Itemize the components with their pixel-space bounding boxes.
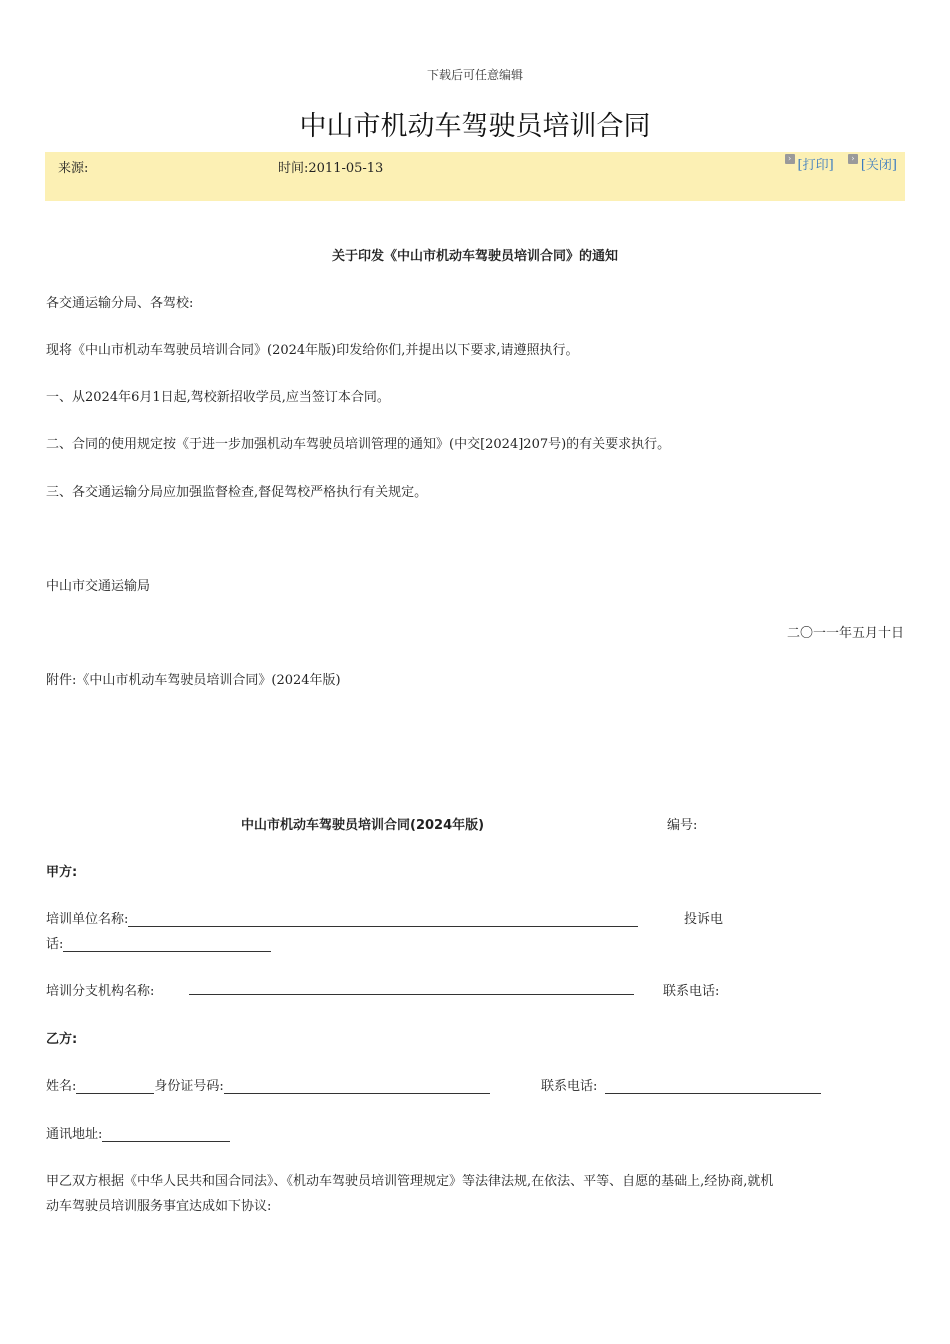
branch-contact-phone-label: 联系电话: — [663, 984, 720, 999]
party-a-heading: 甲方: — [46, 865, 78, 880]
arrow-right-icon: › — [848, 154, 858, 164]
notice-issuer: 中山市交通运输局 — [46, 579, 151, 594]
notice-item-1: 一、从2024年6月1日起,驾校新招收学员,应当签订本合同。 — [46, 390, 390, 405]
unit-name-label: 培训单位名称: — [46, 912, 129, 927]
complaint-phone-row — [46, 933, 271, 952]
notice-intro: 现将《中山市机动车驾驶员培训合同》(2024年版)印发给你们,并提出以下要求,请遵照执行。 — [46, 343, 579, 358]
notice-date: 二〇一一年五月十日 — [786, 626, 904, 641]
address-row — [46, 1123, 230, 1142]
contact-phone-field-b[interactable] — [605, 1079, 821, 1094]
close-link[interactable]: [关闭] — [860, 158, 897, 173]
address-label: 通讯地址: — [46, 1127, 103, 1142]
contract-number-label: 编号: — [667, 818, 698, 833]
notice-heading: 关于印发《中山市机动车驾驶员培训合同》的通知 — [331, 249, 618, 264]
id-field[interactable] — [224, 1079, 490, 1094]
branch-label: 培训分支机构名称: — [46, 984, 155, 999]
notice-item-2: 二、合同的使用规定按《于进一步加强机动车驾驶员培训管理的通知》(中交[2024]207号)的有关要求执行。 — [46, 437, 671, 452]
branch-row — [46, 980, 154, 999]
id-label: 身份证号码: — [154, 1079, 224, 1094]
address-field[interactable] — [102, 1127, 230, 1142]
name-label: 姓名: — [46, 1079, 77, 1094]
source-label: 来源: — [58, 161, 89, 176]
agreement-line-2: 动车驾驶员培训服务事宜达成如下协议: — [46, 1199, 272, 1214]
agreement-line-1: 甲乙双方根据《中华人民共和国合同法》、《机动车驾驶员培训管理规定》等法律法规,在依法、平等、自愿的基础上,经协商,就机 — [46, 1174, 774, 1189]
arrow-right-icon: › — [785, 154, 795, 164]
notice-salutation: 各交通运输分局、各驾校: — [46, 296, 194, 311]
meta-actions — [785, 154, 897, 173]
contact-phone-label-b: 联系电话: — [541, 1079, 598, 1094]
unit-name-field[interactable] — [128, 912, 638, 927]
party-b-heading: 乙方: — [46, 1032, 78, 1047]
party-b-phone-row — [541, 1075, 821, 1094]
print-link[interactable]: [打印] — [797, 158, 834, 173]
top-note: 下载后可任意编辑 — [426, 68, 523, 82]
party-b-row — [46, 1075, 490, 1094]
notice-attachment: 附件:《中山市机动车驾驶员培训合同》(2024年版) — [46, 673, 341, 688]
contract-title: 中山市机动车驾驶员培训合同(2024年版) — [241, 818, 485, 833]
notice-item-3: 三、各交通运输分局应加强监督检查,督促驾校严格执行有关规定。 — [46, 485, 428, 500]
complaint-phone-field[interactable] — [63, 937, 271, 952]
meta-bar — [45, 152, 905, 201]
unit-name-row — [46, 908, 638, 927]
name-field[interactable] — [76, 1079, 154, 1094]
complaint-phone-label-cont: 话: — [46, 937, 64, 952]
branch-field[interactable] — [189, 980, 634, 995]
complaint-phone-label: 投诉电 — [684, 912, 724, 927]
branch-field-wrap — [189, 980, 634, 995]
time-label: 时间:2011-05-13 — [278, 161, 384, 176]
page-title: 中山市机动车驾驶员培训合同 — [299, 111, 651, 142]
